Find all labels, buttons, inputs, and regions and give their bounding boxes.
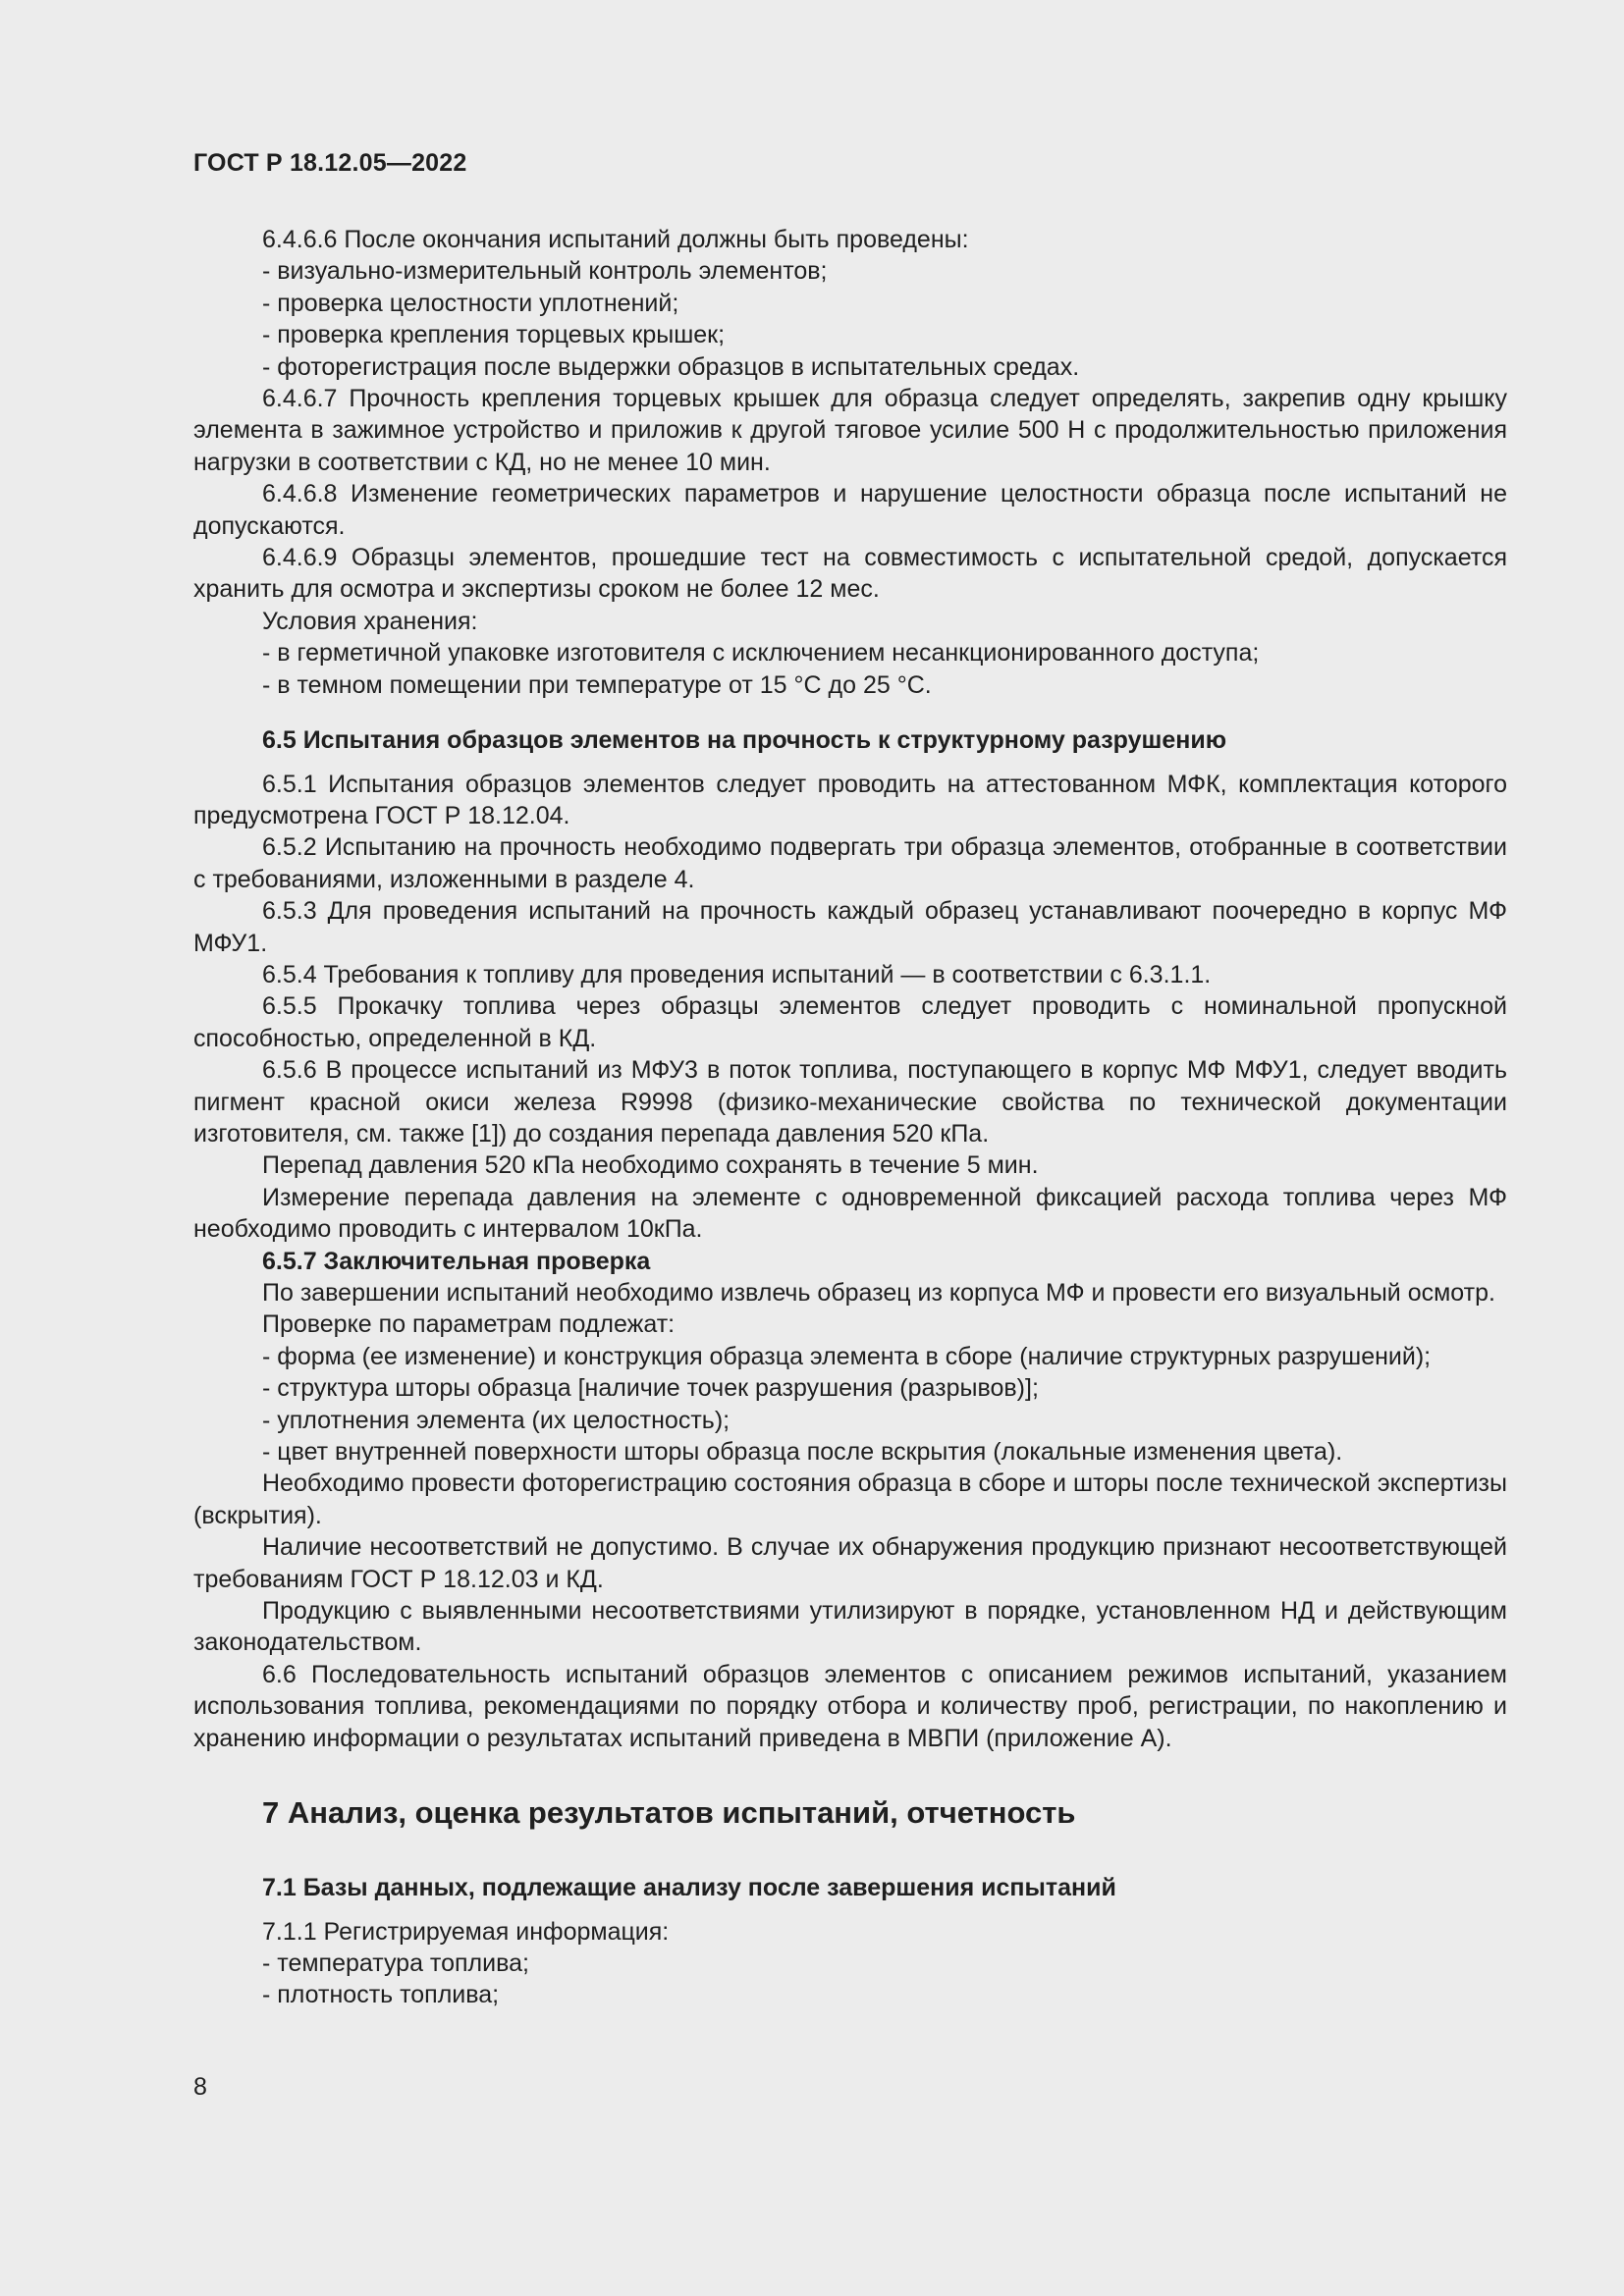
paragraph: Перепад давления 520 кПа необходимо сохранять в течение 5 мин. — [262, 1151, 1039, 1180]
list-item: Проверке по параметрам подлежат: — [262, 1310, 676, 1339]
paragraph: 6.5.1 Испытания образцов элементов следует проводить на аттестованном МФК, комплектация которого предусмотрена ГОСТ Р 18.12.04. — [193, 770, 1507, 829]
list-item: - уплотнения элемента (их целостность); — [262, 1406, 731, 1434]
paragraph: Продукцию с выявленными несоответствиями утилизируют в порядке, установленном НД и действующим законодательством. — [193, 1597, 1507, 1657]
list-item: Условия хранения: — [262, 607, 478, 635]
paragraph: 6.5.5 Прокачку топлива через образцы элементов следует проводить с номинальной пропускной способностью, определенной в КД. — [193, 992, 1507, 1052]
paragraph: 6.4.6.8 Изменение геометрических параметров и нарушение целостности образца после испытаний не допускаются. — [193, 480, 1507, 540]
paragraph: 6.4.6.6 После окончания испытаний должны быть проведены: — [262, 226, 969, 253]
paragraph: 6.6 Последовательность испытаний образцов элементов с описанием режимов испытаний, указанием использования топлива, рекомендациями по порядку отбора и количеству проб, регистрации, по накоплению и хранению информации о результатах испытаний приведена в МВПИ (приложение А). — [193, 1660, 1507, 1752]
list-item: - проверка крепления торцевых крышек; — [262, 321, 726, 349]
list-item: - в герметичной упаковке изготовителя с исключением несанкционированного доступа; — [262, 639, 1260, 667]
paragraph: 6.5.3 Для проведения испытаний на прочность каждый образец устанавливают поочередно в корпус МФ МФУ1. — [193, 897, 1507, 957]
subsection-heading: 6.5.7 Заключительная проверка — [262, 1247, 651, 1275]
list-item: - проверка целостности уплотнений; — [262, 289, 679, 317]
paragraph: 6.5.2 Испытанию на прочность необходимо подвергать три образца элементов, отобранные в соответствии с требованиями, изложенными в разделе 4. — [193, 833, 1507, 893]
list-item: - в темном помещении при температуре от 15 °С до 25 °С. — [262, 670, 932, 699]
paragraph: Необходимо провести фоторегистрацию состояния образца в сборе и шторы после технической экспертизы (вскрытия). — [193, 1469, 1507, 1529]
document-header: ГОСТ Р 18.12.05—2022 — [193, 149, 467, 177]
list-item: - визуально-измерительный контроль элементов; — [262, 257, 828, 286]
paragraph: Наличие несоответствий не допустимо. В случае их обнаружения продукцию признают несоответствующей требованиям ГОСТ Р 18.12.03 и КД. — [193, 1533, 1507, 1593]
paragraph: Измерение перепада давления на элементе с одновременной фиксацией расхода топлива через МФ необходимо проводить с интервалом 10кПа. — [193, 1183, 1507, 1244]
paragraph: 6.4.6.9 Образцы элементов, прошедшие тест на совместимость с испытательной средой, допускается хранить для осмотра и экспертизы сроком не более 12 мес. — [193, 544, 1507, 604]
paragraph: 6.5.6 В процессе испытаний из МФУ3 в поток топлива, поступающего в корпус МФ МФУ1, следует вводить пигмент красной окиси железа R9998 (физико-механические свойства по технической документации изготовителя, см. также [1]) до создания перепада давления 520 кПа. — [193, 1056, 1507, 1148]
list-item: - форма (ее изменение) и конструкция образца элемента в сборе (наличие структурных разрушений); — [262, 1342, 1432, 1370]
chapter-heading: 7 Анализ, оценка результатов испытаний, отчетность — [262, 1795, 1076, 1831]
paragraph: 6.4.6.7 Прочность крепления торцевых крышек для образца следует определять, закрепив одну крышку элемента в зажимное устройство и приложив к другой тяговое усилие 500 Н с продолжительностью приложения нагрузки в соответствии с КД, но не менее 10 мин. — [193, 385, 1507, 476]
list-item: - плотность топлива; — [262, 1981, 500, 2009]
list-item: - температура топлива; — [262, 1949, 529, 1977]
list-item: - цвет внутренней поверхности шторы образца после вскрытия (локальные изменения цвета). — [262, 1438, 1343, 1467]
list-item: - фоторегистрация после выдержки образцов в испытательных средах. — [262, 352, 1080, 381]
section-heading: 7.1 Базы данных, подлежащие анализу после завершения испытаний — [262, 1874, 1116, 1902]
section-heading: 6.5 Испытания образцов элементов на прочность к структурному разрушению — [262, 726, 1227, 755]
list-item: - структура шторы образца [наличие точек разрушения (разрывов)]; — [262, 1374, 1039, 1403]
page-number: 8 — [193, 2073, 207, 2101]
list-item: 7.1.1 Регистрируемая информация: — [262, 1917, 670, 1946]
paragraph: По завершении испытаний необходимо извлечь образец из корпуса МФ и провести его визуальный осмотр. — [262, 1279, 1495, 1307]
document-body — [193, 224, 1507, 2011]
paragraph: 6.5.4 Требования к топливу для проведения испытаний — в соответствии с 6.3.1.1. — [262, 960, 1212, 988]
